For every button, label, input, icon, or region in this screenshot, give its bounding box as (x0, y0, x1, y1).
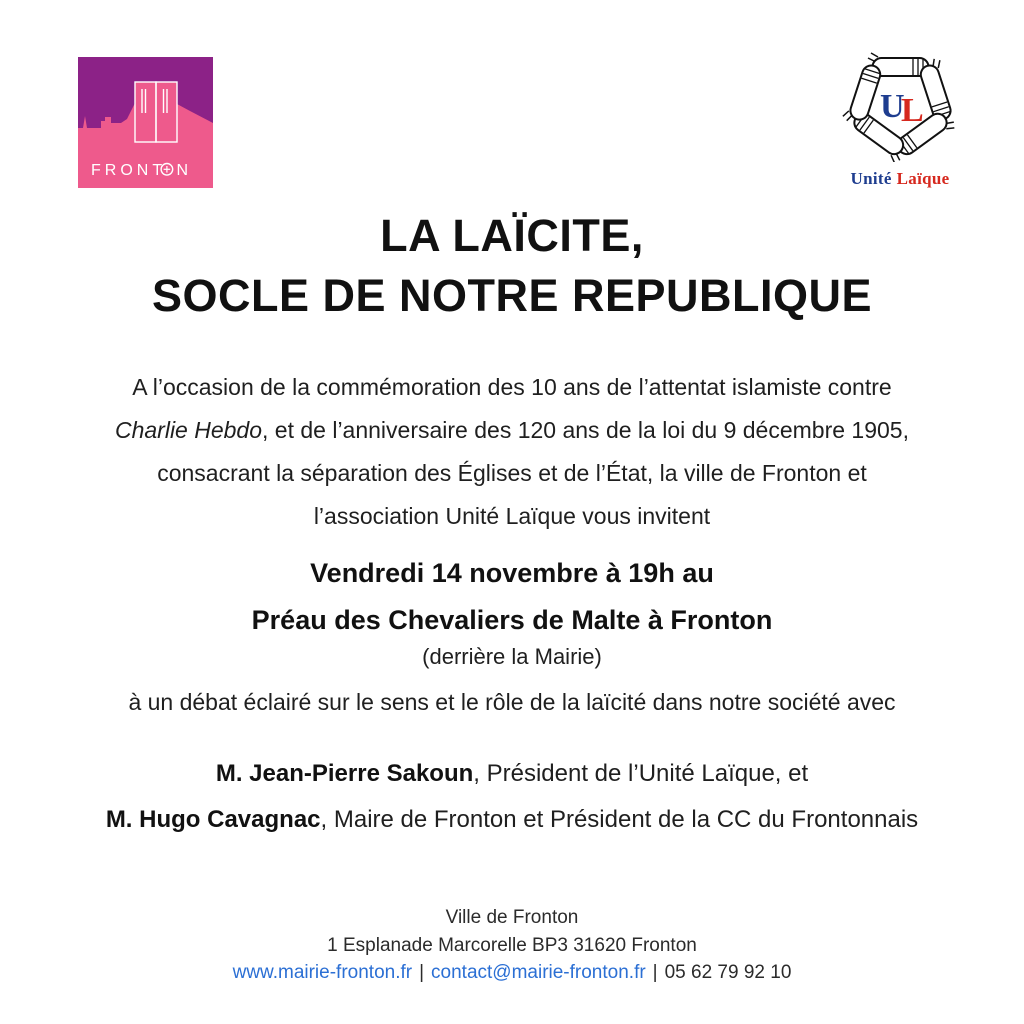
phone-number: 05 62 79 92 10 (664, 962, 792, 983)
title-line-1: LA LAÏCITE, (380, 210, 644, 261)
intro-line-2-rest: , et de l’anniversaire des 120 ans de la loi du 9 décembre 1905, (262, 417, 909, 443)
clasped-hand-5 (841, 62, 882, 127)
ul-initial-l: L (900, 92, 924, 129)
speaker-1-role: , Président de l’Unité Laïque, et (473, 760, 809, 787)
venue-note: (derrière la Mairie) (422, 644, 602, 669)
fronton-logo-text-front: FRONT (91, 162, 167, 179)
separator-bar-1: | (419, 962, 425, 983)
speakers (0, 751, 1024, 843)
speaker-1 (0, 751, 1024, 797)
speaker-1-name: M. Jean-Pierre Sakoun (215, 760, 474, 787)
laique-word: Laïque (896, 169, 950, 188)
hands-circle-icon (833, 50, 968, 162)
fronton-logo-text-n: N (176, 162, 189, 179)
speaker-2-role: , Maire de Fronton et Président de la CC du Frontonnais (320, 806, 919, 833)
speaker-2 (0, 797, 1024, 843)
footer-contact-line (0, 959, 1024, 987)
footer-address: 1 Esplanade Marcorelle BP3 31620 Fronton (327, 934, 697, 956)
footer-org: Ville de Fronton (445, 907, 579, 928)
unite-laique-logo (831, 50, 969, 189)
title-line-2: SOCLE DE NOTRE REPUBLIQUE (151, 270, 873, 321)
charlie-hebdo-italic: Charlie Hebdo (114, 417, 263, 443)
event-venue: Préau des Chevaliers de Malte à Fronton (251, 605, 773, 635)
unite-word: Unité (850, 169, 892, 188)
separator-bar-2: | (652, 962, 658, 983)
website-link[interactable]: www.mairie-fronton.fr (232, 962, 413, 983)
ul-initial-u: U (879, 88, 905, 125)
speaker-2-name: M. Hugo Cavagnac (105, 806, 321, 833)
intro-line-1: A l’occasion de la commémoration des 10 ans de l’attentat islamiste contre (132, 374, 892, 400)
fronton-logo (78, 57, 213, 188)
event-datetime: Vendredi 14 novembre à 19h au (310, 558, 714, 588)
debate-description: à un débat éclairé sur le sens et le rôle de la laïcité dans notre société avec (128, 689, 896, 715)
unite-laique-label (831, 169, 969, 189)
intro-line-4: l’association Unité Laïque vous invitent (313, 503, 711, 529)
footer (0, 904, 1024, 987)
email-link[interactable]: contact@mairie-fronton.fr (431, 962, 646, 983)
intro-line-2 (0, 409, 1024, 452)
event-details (0, 550, 1024, 644)
fronton-logo-graphic (78, 57, 213, 188)
intro-line-3: consacrant la séparation des Églises et de l’État, la ville de Fronton et (157, 460, 867, 486)
intro-paragraph (0, 366, 1024, 538)
page-title (0, 206, 1024, 326)
